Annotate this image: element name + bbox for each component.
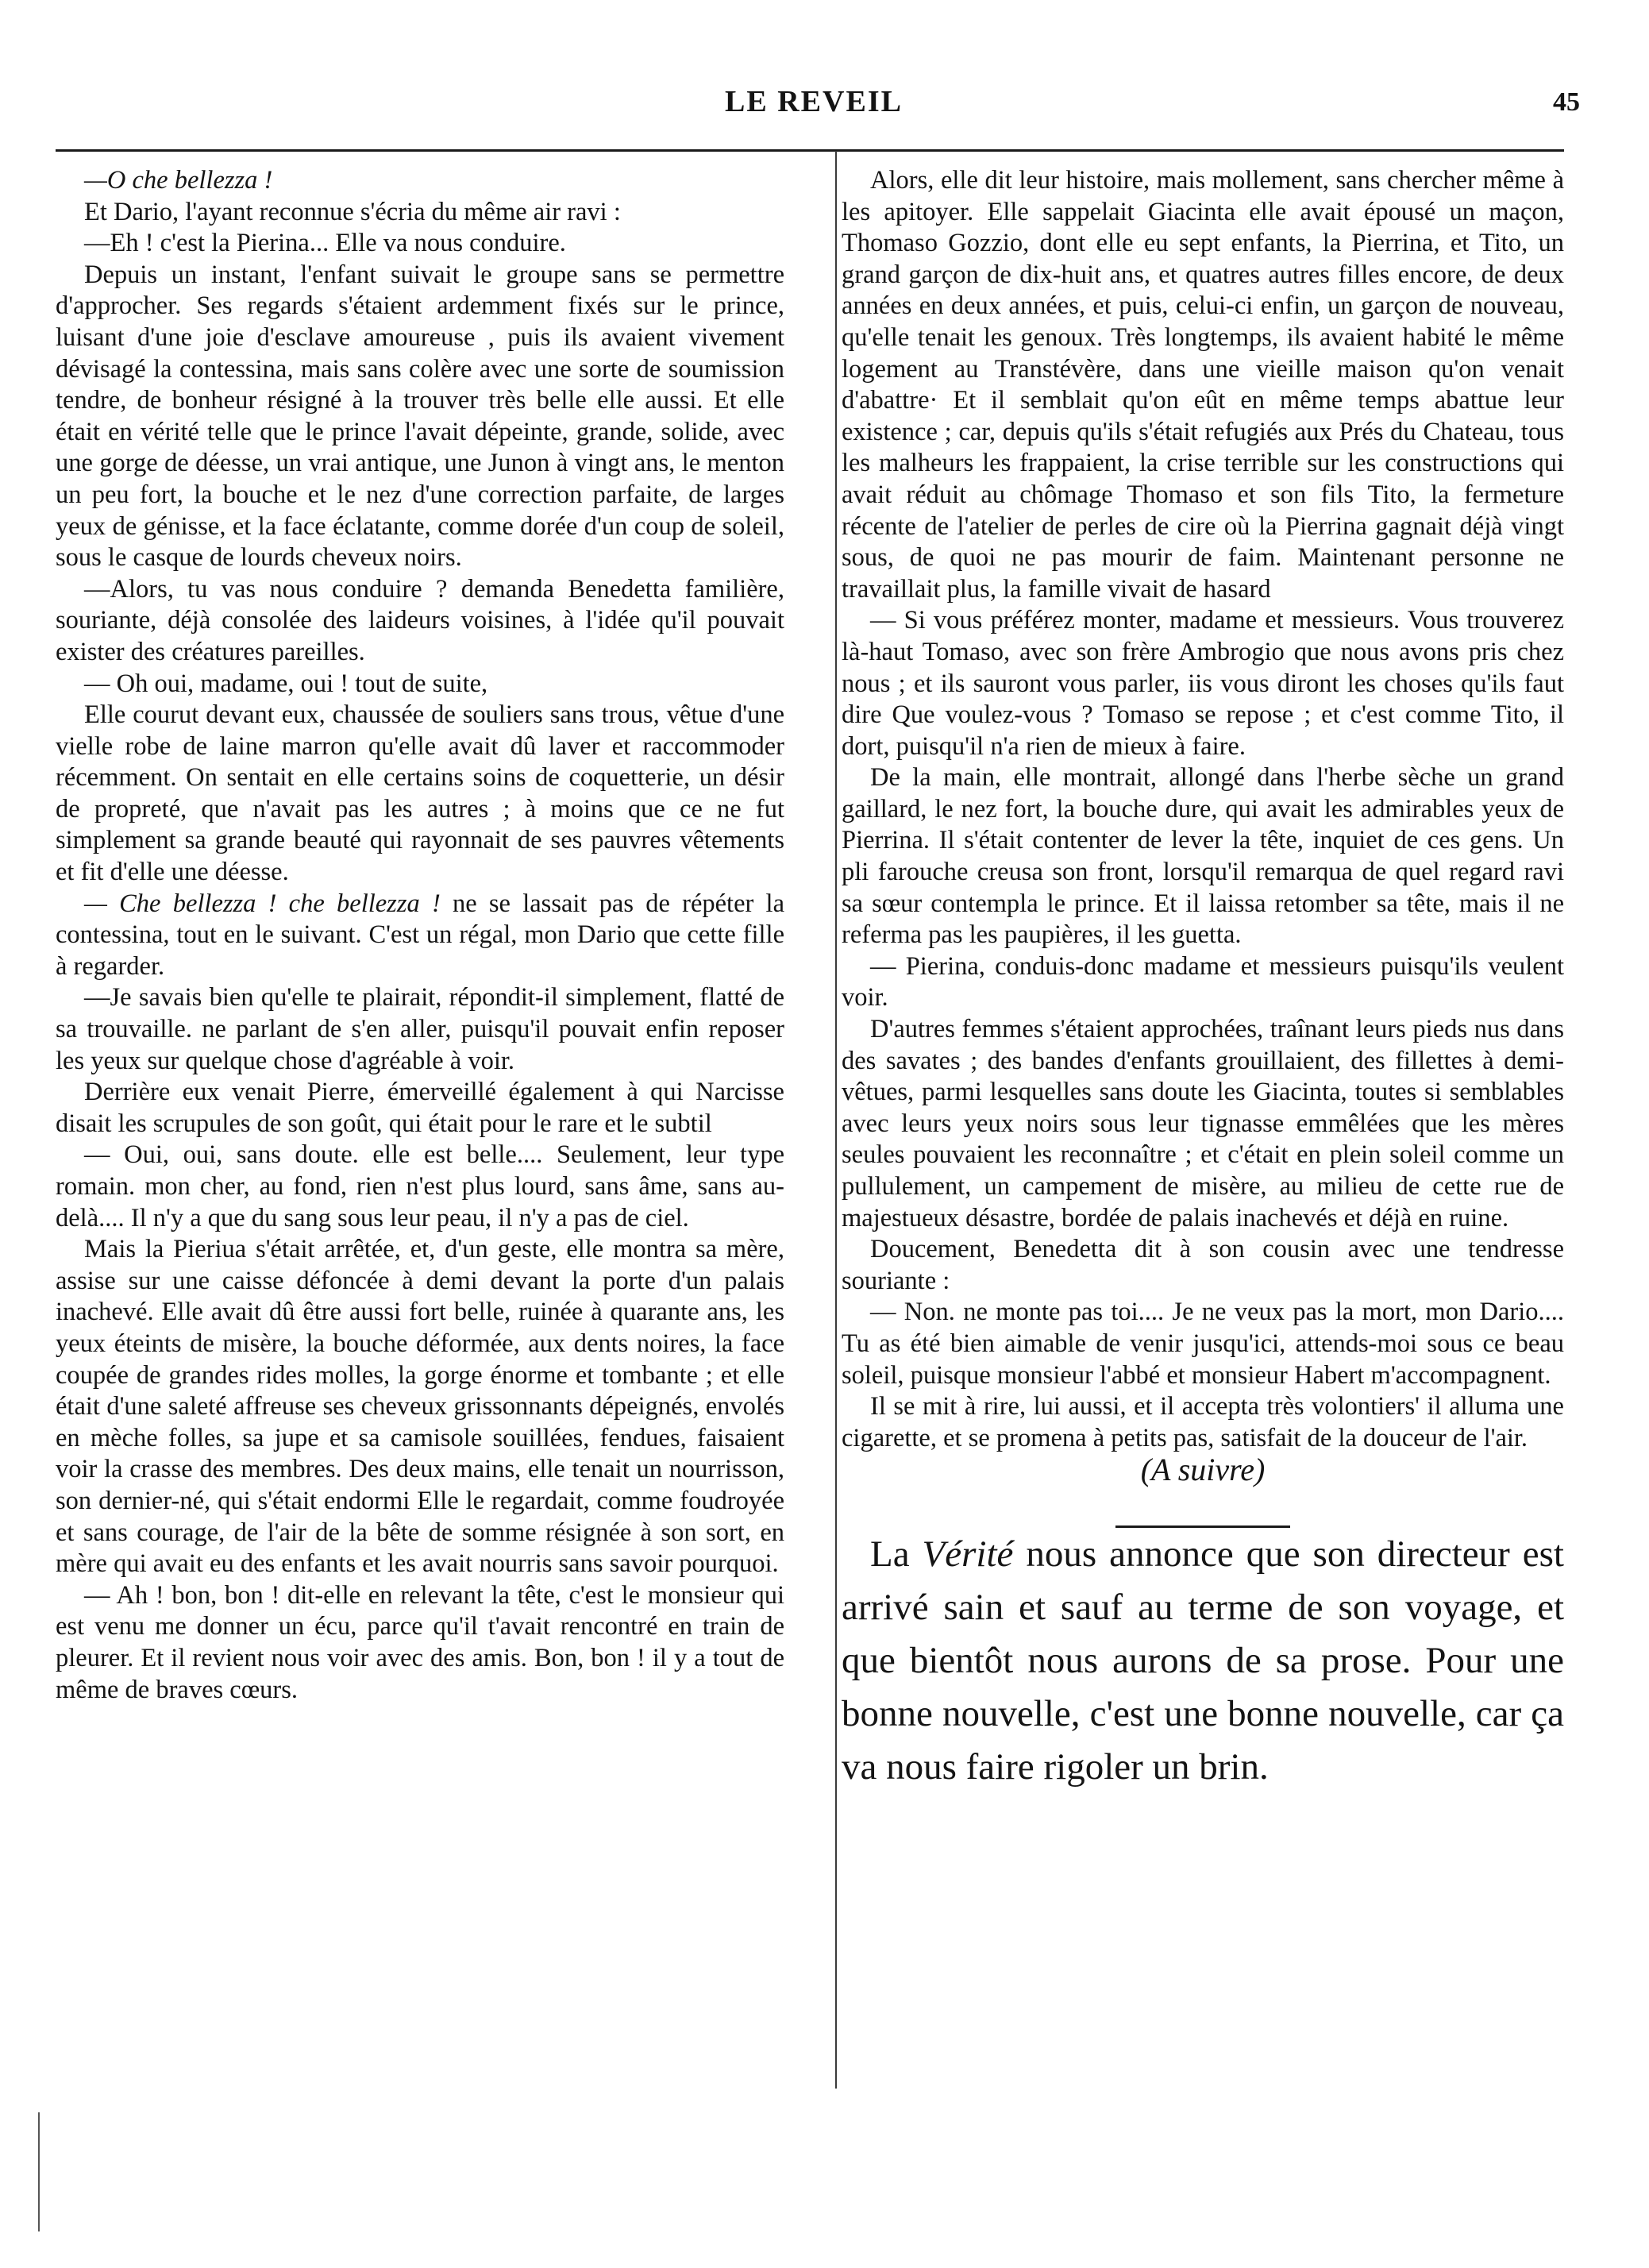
paragraph: Doucement, Benedetta dit à son cousin avec une tendresse souriante : (842, 1235, 1564, 1295)
page-header (48, 79, 1580, 135)
margin-mark (38, 2112, 40, 2231)
left-column (56, 165, 784, 1706)
paragraph: Elle courut devant eux, chaussée de souliers sans trous, vêtue d'une vielle robe de laine marron qu'elle avait dû laver et raccommoder récemment. On sentait en elle certains soins de coquetterie, un désir de propreté, que n'avait pas les autres ; à moins que ce ne fut simplement sa grande beauté qui rayonnait de ses pauvres vêtements et fit d'elle une déesse. (56, 700, 784, 887)
italic-exclamation: —O che bellezza ! (84, 166, 273, 195)
paragraph: — Oh oui, madame, oui ! tout de suite, (84, 669, 488, 698)
column-divider (835, 151, 837, 2089)
italic-exclamation: — Che bellezza ! che bellezza ! (84, 889, 441, 918)
paragraph: Derrière eux venait Pierre, émerveillé également à qui Narcisse disait les scrupules de son goût, qui était pour le rare et le subtil (56, 1078, 784, 1138)
paragraph: —Je savais bien qu'elle te plairait, répondit-il simplement, flatté de sa trouvaille. ne parlant de s'en aller, puisqu'il pouvait enfin reposer les yeux sur quelque chose d'agréable à voir. (56, 983, 784, 1075)
paragraph: — Non. ne monte pas toi.... Je ne veux pas la mort, mon Dario.... Tu as été bien aimable de venir jusqu'ici, attends-moi sous ce beau soleil, puisque monsieur l'abbé et monsieur Habert m'accompagnent. (842, 1298, 1564, 1390)
paragraph: — Pierina, conduis-donc madame et messieurs puisqu'ils veulent voir. (842, 951, 1564, 1012)
paragraph: D'autres femmes s'étaient approchées, traînant leurs pieds nus dans des savates ; des bandes d'enfants grouillaient, des fillettes à demi-vêtues, parmi lesquelles sans doute les Giacinta, toutes si semblables avec leurs yeux noirs sous leur tignasse emmêlées que les mères seules pouvaient les reconnaître ; et c'était en plein soleil comme un pullulement, un campement de misère, au milieu de cette rue de majestueux désastre, bordée de palais inachevés et déjà en ruine. (842, 1015, 1564, 1232)
header-rule (56, 149, 1564, 152)
paragraph (56, 165, 784, 197)
page-number: 45 (1553, 87, 1580, 117)
news-note (842, 1528, 1564, 1794)
running-title: LE REVEIL (725, 85, 903, 118)
paragraph (56, 889, 784, 983)
paragraph: De la main, elle montrait, allongé dans l'herbe sèche un grand gaillard, le nez fort, la bouche dure, qui avait les admirables yeux de Pierrina. Il s'était contenter de lever la tête, inquiet de ces gens. Un pli farouche creusa son front, lorsqu'il remarqua de quel regard ravi sa sœur contempla le prince. Et il laissa retomber sa tête, mais il ne referma pas les paupières, il les guetta. (842, 763, 1564, 950)
paragraph: —Eh ! c'est la Pierina... Elle va nous conduire. (84, 229, 566, 258)
paragraph: Alors, elle dit leur histoire, mais mollement, sans chercher même à les apitoyer. Elle sappelait Giacinta elle avait épousé un maçon, Thomaso Gozzio, dont elle eu sept enfants, la Pierrina, et Tito, un grand garçon de dix-huit ans, et quatres autres filles encore, de deux années en deux années, et puis, celui-ci enfin, un garçon de nouveau, qu'elle tenait les genoux. Très longtemps, ils avaient habité le même logement au Transtévère, dans une vieille maison qu'on venait d'abattre· Et il semblait qu'on eût en même temps abattue leur existence ; car, depuis qu'ils s'était refugiés aux Prés du Chateau, tous les malheurs les frappaient, la crise terrible sur les constructions qui avait réduit au chômage Thomaso et son fils Tito, la fermeture récente de l'atelier de perles de cire où la Pierrina gagnait déjà vingt sous, de quoi ne pas mourir de faim. Maintenant personne ne travaillait plus, la famille vivait de hasard (842, 166, 1564, 604)
paragraph-text: ne se lassait pas de répéter la contessina, tout en le suivant. C'est un régal, mon Dario que cette fille à regarder. (56, 889, 785, 981)
to-be-continued: (A suivre) (1140, 1452, 1266, 1488)
paragraph: — Si vous préférez monter, madame et messieurs. Vous trouverez là-haut Tomaso, avec son frère Ambrogio que nous avons pris chez nous ; et ils sauront vous parler, iis vous diront les choses qu'ils faut dire Que voulez-vous ? Tomaso se repose ; et c'est comme Tito, il dort, puisqu'il n'a rien de mieux à faire. (842, 606, 1564, 761)
paragraph: Et Dario, l'ayant reconnue s'écria du même air ravi : (84, 197, 621, 226)
paragraph: — Ah ! bon, bon ! dit-elle en relevant la tête, c'est le monsieur qui est venu me donner un écu, parce qu'il t'avait rencontré en train de pleurer. Et il revient nous voir avec des amis. Bon, bon ! il y a tout de même de braves cœurs. (56, 1580, 784, 1704)
publication-name: Vérité (922, 1533, 1014, 1575)
paragraph: Depuis un instant, l'enfant suivait le groupe sans se permettre d'approcher. Ses regards s'étaient ardemment fixés sur le prince, luisant d'une joie d'esclave amoureuse , puis ils avaient vivement dévisagé la contessina, mais sans colère avec une sorte de soumission tendre, de bonheur résigné à la trouver très belle elle aussi. Et elle était en vérité telle que le prince l'avait dépeinte, grande, solide, avec une gorge de déesse, un vrai antique, une Junon à vingt ans, le menton un peu fort, la bouche et le nez d'une correction parfaite, de larges yeux de génisse, et la face éclatante, comme dorée d'un coup de soleil, sous le casque de lourds cheveux noirs. (56, 260, 784, 573)
paragraph: — Oui, oui, sans doute. elle est belle.... Seulement, leur type romain. mon cher, au fond, rien n'est plus lourd, sans âme, sans au-delà.... Il n'y a que du sang sous leur peau, il n'y a pas de ciel. (56, 1140, 784, 1232)
right-column (842, 165, 1564, 1794)
paragraph: —Alors, tu vas nous conduire ? demanda Benedetta familière, souriante, déjà consolée des laideurs voisines, à l'idée qu'il pouvait exister des créatures pareilles. (56, 574, 784, 666)
note-text-rest: nous annonce que son directeur est arrivé sain et sauf au terme de son voyage, et que bientôt nous aurons de sa prose. Pour une bonne nouvelle, c'est une bonne nouvelle, car ça va nous faire rigoler un brin. (842, 1533, 1564, 1788)
paragraph: Il se mit à rire, lui aussi, et il accepta très volontiers' il alluma une cigarette, et se promena à petits pas, satisfait de la douceur de l'air. (842, 1392, 1564, 1452)
paragraph: Mais la Pieriua s'était arrêtée, et, d'un geste, elle montra sa mère, assise sur une caisse défoncée à demi devant la porte d'un palais inachevé. Elle avait dû être aussi fort belle, ruinée à quarante ans, les yeux éteints de misère, la bouche déformée, aux dents noires, la face coupée de grandes rides molles, la gorge énorme et tombante ; et elle était d'une saleté affreuse ses cheveux grissonnants dépeignés, envolés en mèche folles, sa jupe et sa camisole souillées, fendues, faisaient voir la crasse des membres. Des deux mains, elle tenait un nourrisson, son dernier-né, qui s'était endormi Elle le regardait, comme foudroyée et sans courage, de l'air de la bête de somme résignée à son sort, en mère qui avait eu des enfants et les avait nourris sans savoir pourquoi. (56, 1235, 784, 1579)
note-text-start: La (870, 1533, 923, 1575)
